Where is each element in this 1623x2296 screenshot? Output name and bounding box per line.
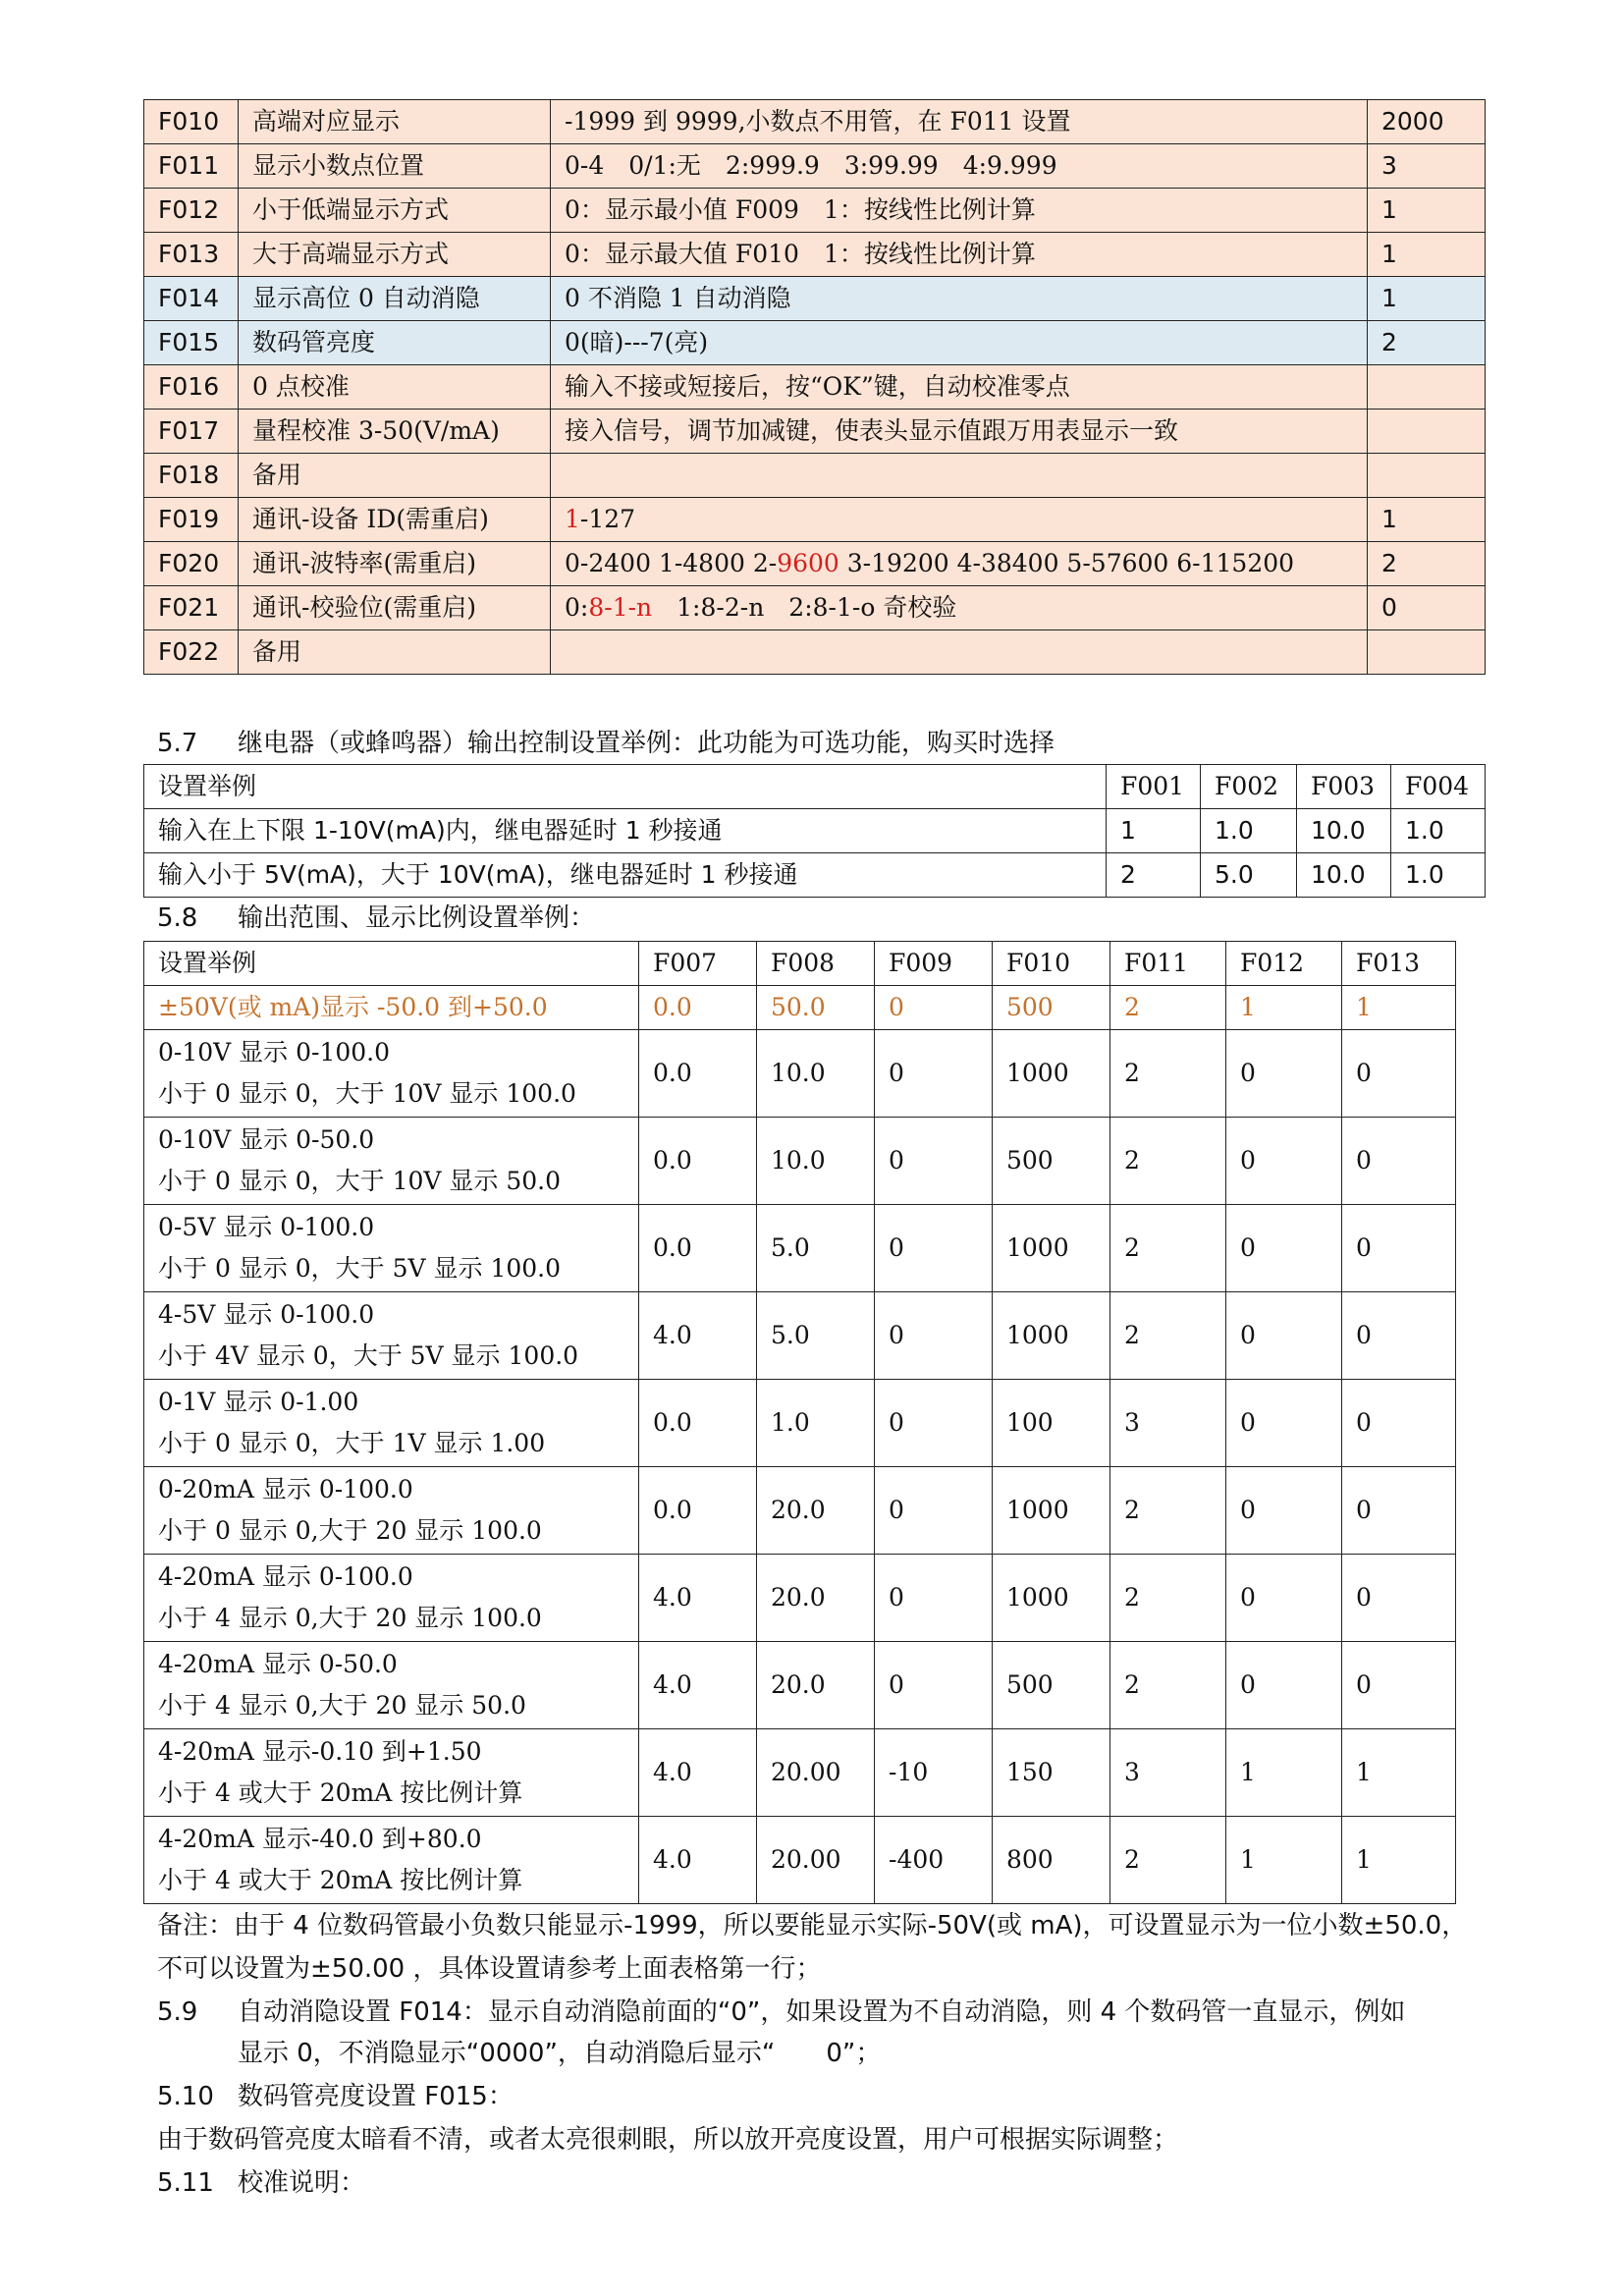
section-number: 5.11 (157, 2168, 214, 2198)
table-row (144, 277, 1486, 321)
param-value: 1000 (993, 1205, 1110, 1292)
param-value: 10.0 (1297, 809, 1391, 853)
param-code: F012 (144, 189, 239, 233)
column-header: F001 (1107, 765, 1201, 809)
example-line-2: 小于 4V 显示 0，大于 5V 显示 100.0 (158, 1341, 579, 1370)
column-header: F004 (1391, 765, 1486, 809)
param-value: 20.0 (757, 1467, 875, 1555)
remark-line-1: 备注：由于 4 位数码管最小负数只能显示-1999，所以要能显示实际-50V(或 mA)，可设置显示为一位小数±50.0， (157, 1911, 1468, 1941)
section-number: 5.7 (157, 729, 198, 758)
param-value: 10.0 (757, 1118, 875, 1205)
param-value: 3 (1368, 144, 1486, 189)
example-line-1: 4-20mA 显示-40.0 到+80.0 (158, 1825, 482, 1853)
table-row (144, 1467, 1456, 1555)
param-value: 1 (1342, 1817, 1456, 1904)
description-fragment: 0-2400 1-4800 2- (565, 549, 778, 577)
remark-line-2: 不可以设置为±50.00 ，具体设置请参考上面表格第一行； (157, 1954, 822, 1984)
description-fragment: 0: (565, 593, 589, 622)
param-name: 备用 (239, 630, 551, 675)
param-value: 50.0 (757, 986, 875, 1030)
param-value: 0 (1226, 1467, 1342, 1555)
param-value: 3 (1110, 1729, 1226, 1817)
param-name: 大于高端显示方式 (239, 233, 551, 277)
param-value: 1 (1342, 1729, 1456, 1817)
example-line-1: 4-5V 显示 0-100.0 (158, 1300, 375, 1329)
example-line-2: 小于 4 或大于 20mA 按比例计算 (158, 1866, 523, 1894)
example-description (144, 1030, 639, 1118)
table-row (144, 1292, 1456, 1380)
table-row (144, 809, 1486, 853)
description-fragment: 0 不消隐 1 自动消隐 (565, 284, 791, 312)
param-value: 0 (1342, 1030, 1456, 1118)
column-header: F010 (993, 942, 1110, 986)
table-row (144, 498, 1486, 542)
param-value: 1 (1368, 498, 1486, 542)
param-name: 通讯-波特率(需重启) (239, 542, 551, 586)
param-value: 1 (1342, 986, 1456, 1030)
example-description: 输入小于 5V(mA)，大于 10V(mA)，继电器延时 1 秒接通 (144, 853, 1107, 898)
table-row (144, 853, 1486, 898)
param-value: 0.0 (639, 986, 757, 1030)
example-line-1: 0-1V 显示 0-1.00 (158, 1388, 359, 1416)
table-row (144, 1729, 1456, 1817)
param-value: 1.0 (1391, 809, 1486, 853)
table-row (144, 1555, 1456, 1642)
param-code: F017 (144, 410, 239, 454)
param-value: 0 (1226, 1118, 1342, 1205)
description-fragment: 1:8-2-n 2:8-1-o 奇校验 (652, 593, 957, 622)
param-value: 1 (1107, 809, 1201, 853)
param-value: 1000 (993, 1555, 1110, 1642)
description-fragment: 输入不接或短接后，按“OK”键，自动校准零点 (565, 372, 1070, 401)
param-value: 4.0 (639, 1292, 757, 1380)
column-header: 设置举例 (144, 765, 1107, 809)
param-value: 2 (1110, 1467, 1226, 1555)
param-value: 0 (875, 1292, 993, 1380)
param-code: F020 (144, 542, 239, 586)
section-title: 输出范围、显示比例设置举例： (238, 903, 596, 933)
description-fragment: 1 (565, 505, 580, 533)
column-header: F007 (639, 942, 757, 986)
parameter-table (143, 99, 1486, 675)
param-value: 0 (1226, 1380, 1342, 1467)
param-value: 0 (875, 986, 993, 1030)
param-value: 1 (1226, 986, 1342, 1030)
param-name: 通讯-设备 ID(需重启) (239, 498, 551, 542)
param-value: 2 (1110, 1118, 1226, 1205)
example-line-1: 4-20mA 显示 0-50.0 (158, 1650, 398, 1678)
example-description (144, 1292, 639, 1380)
param-value: 5.0 (757, 1292, 875, 1380)
param-value: 1000 (993, 1467, 1110, 1555)
param-value: 1000 (993, 1292, 1110, 1380)
param-code: F019 (144, 498, 239, 542)
section-5-11-title: 校准说明： (238, 2168, 366, 2198)
param-value: 100 (993, 1380, 1110, 1467)
param-value: 0 (1342, 1467, 1456, 1555)
param-value: 1.0 (1201, 809, 1297, 853)
param-value: 0 (1368, 586, 1486, 630)
param-code: F013 (144, 233, 239, 277)
example-line-2: 小于 0 显示 0，大于 5V 显示 100.0 (158, 1254, 562, 1283)
param-value: 2 (1110, 1292, 1226, 1380)
param-description (551, 233, 1368, 277)
param-name: 数码管亮度 (239, 321, 551, 365)
param-value: 1 (1226, 1729, 1342, 1817)
param-value: 0 (875, 1555, 993, 1642)
table-row (144, 410, 1486, 454)
param-name: 显示高位 0 自动消隐 (239, 277, 551, 321)
param-value: 4.0 (639, 1642, 757, 1729)
param-description (551, 100, 1368, 144)
param-value: 500 (993, 1118, 1110, 1205)
table-row (144, 1118, 1456, 1205)
example-description (144, 1817, 639, 1904)
param-name: 显示小数点位置 (239, 144, 551, 189)
param-value: 0 (1342, 1118, 1456, 1205)
section-5-8-heading (157, 898, 595, 934)
param-value: 0 (1226, 1292, 1342, 1380)
example-description (144, 1118, 639, 1205)
example-line-2: 小于 0 显示 0，大于 10V 显示 50.0 (158, 1167, 562, 1195)
example-line-1: 0-20mA 显示 0-100.0 (158, 1475, 413, 1503)
param-name: 0 点校准 (239, 365, 551, 410)
section-number: 5.8 (157, 903, 198, 933)
param-value: 0.0 (639, 1030, 757, 1118)
param-value: 4.0 (639, 1729, 757, 1817)
table-row (144, 189, 1486, 233)
table-header-row (144, 942, 1456, 986)
param-value: 0 (875, 1380, 993, 1467)
section-number: 5.10 (157, 2082, 214, 2111)
param-name: 量程校准 3-50(V/mA) (239, 410, 551, 454)
param-description (551, 144, 1368, 189)
param-value: 2 (1110, 1642, 1226, 1729)
param-value: 0.0 (639, 1205, 757, 1292)
param-value: 0 (1226, 1030, 1342, 1118)
table-row (144, 630, 1486, 675)
param-value: 2 (1110, 1205, 1226, 1292)
param-description (551, 498, 1368, 542)
description-fragment: 0-4 0/1:无 2:999.9 3:99.99 4:9.999 (565, 151, 1057, 180)
section-title: 继电器（或蜂鸣器）输出控制设置举例：此功能为可选功能，购买时选择 (238, 729, 1055, 758)
param-value (1368, 454, 1486, 498)
param-code: F021 (144, 586, 239, 630)
param-value: 10.0 (757, 1030, 875, 1118)
table-row-highlighted (144, 986, 1456, 1030)
param-description (551, 586, 1368, 630)
section-number: 5.9 (157, 1997, 198, 2027)
example-description (144, 1467, 639, 1555)
example-line-2: 小于 0 显示 0，大于 10V 显示 100.0 (158, 1079, 576, 1108)
column-header: F008 (757, 942, 875, 986)
section-5-9-line-2: 显示 0，不消隐显示“0000”，自动消隐后显示“ 0”； (238, 2039, 882, 2068)
param-value: 2 (1110, 1555, 1226, 1642)
param-value (1368, 365, 1486, 410)
param-description (551, 365, 1368, 410)
column-header: 设置举例 (144, 942, 639, 986)
param-value: 20.0 (757, 1642, 875, 1729)
param-value: 1 (1368, 189, 1486, 233)
example-line-1: 0-10V 显示 0-100.0 (158, 1038, 391, 1066)
example-description (144, 1205, 639, 1292)
column-header: F012 (1226, 942, 1342, 986)
table-row (144, 454, 1486, 498)
relay-example-table (143, 764, 1486, 898)
scale-example-table (143, 941, 1456, 1904)
param-value: 0 (875, 1205, 993, 1292)
param-value: 20.00 (757, 1817, 875, 1904)
description-fragment: 0：显示最小值 F009 1：按线性比例计算 (565, 195, 1036, 224)
param-value: 2 (1368, 542, 1486, 586)
param-value: 5.0 (1201, 853, 1297, 898)
param-value: 0 (1226, 1642, 1342, 1729)
example-description (144, 1380, 639, 1467)
param-description (551, 542, 1368, 586)
table-row (144, 100, 1486, 144)
param-value: 0 (875, 1467, 993, 1555)
param-value: 1 (1368, 277, 1486, 321)
column-header: F013 (1342, 942, 1456, 986)
example-line-2: 小于 4 或大于 20mA 按比例计算 (158, 1778, 523, 1807)
param-value: 0 (1226, 1555, 1342, 1642)
example-line-2: 小于 4 显示 0,大于 20 显示 50.0 (158, 1691, 526, 1720)
table-row (144, 586, 1486, 630)
param-value: 2 (1368, 321, 1486, 365)
param-value: 0.0 (639, 1380, 757, 1467)
param-code: F014 (144, 277, 239, 321)
description-fragment: -127 (579, 505, 636, 533)
param-description (551, 454, 1368, 498)
param-value: 5.0 (757, 1205, 875, 1292)
description-fragment: 0(暗)---7(亮) (565, 328, 709, 356)
example-line-1: 4-20mA 显示 0-100.0 (158, 1562, 413, 1591)
param-description (551, 189, 1368, 233)
param-value: 500 (993, 986, 1110, 1030)
param-value: 150 (993, 1729, 1110, 1817)
param-name: 高端对应显示 (239, 100, 551, 144)
param-code: F018 (144, 454, 239, 498)
param-value: 2000 (1368, 100, 1486, 144)
table-row (144, 1380, 1456, 1467)
table-row (144, 144, 1486, 189)
example-description (144, 1555, 639, 1642)
param-value: 2 (1107, 853, 1201, 898)
example-line-1: 4-20mA 显示-0.10 到+1.50 (158, 1737, 482, 1766)
param-value: -10 (875, 1729, 993, 1817)
param-description (551, 410, 1368, 454)
table-row (144, 542, 1486, 586)
param-value (1368, 630, 1486, 675)
param-code: F022 (144, 630, 239, 675)
table-row (144, 321, 1486, 365)
param-value: 2 (1110, 986, 1226, 1030)
param-value: -400 (875, 1817, 993, 1904)
example-line-1: 0-5V 显示 0-100.0 (158, 1213, 375, 1241)
param-value: 0 (1342, 1555, 1456, 1642)
param-value: 20.00 (757, 1729, 875, 1817)
param-code: F015 (144, 321, 239, 365)
param-code: F016 (144, 365, 239, 410)
param-value: 4.0 (639, 1555, 757, 1642)
param-value: 0 (875, 1118, 993, 1205)
section-5-10 (157, 2080, 514, 2113)
param-code: F010 (144, 100, 239, 144)
param-value: 0.0 (639, 1118, 757, 1205)
example-line-2: 小于 0 显示 0，大于 1V 显示 1.00 (158, 1429, 546, 1457)
param-value: 800 (993, 1817, 1110, 1904)
section-5-9 (157, 1995, 1405, 2029)
example-description (144, 1729, 639, 1817)
param-value: 10.0 (1297, 853, 1391, 898)
param-value: 1 (1226, 1817, 1342, 1904)
description-fragment: 0：显示最大值 F010 1：按线性比例计算 (565, 240, 1036, 268)
param-value: 0 (1342, 1205, 1456, 1292)
example-description: ±50V(或 mA)显示 -50.0 到+50.0 (144, 986, 639, 1030)
param-description (551, 630, 1368, 675)
example-line-2: 小于 4 显示 0,大于 20 显示 100.0 (158, 1604, 542, 1632)
param-value: 0 (875, 1030, 993, 1118)
table-row (144, 1030, 1456, 1118)
description-fragment: -1999 到 9999,小数点不用管，在 F011 设置 (565, 107, 1071, 136)
example-description: 输入在上下限 1-10V(mA)内，继电器延时 1 秒接通 (144, 809, 1107, 853)
table-row (144, 1642, 1456, 1729)
description-fragment: 9600 (777, 549, 839, 577)
param-name: 备用 (239, 454, 551, 498)
param-value: 0 (1226, 1205, 1342, 1292)
param-name: 通讯-校验位(需重启) (239, 586, 551, 630)
table-header-row (144, 765, 1486, 809)
param-value: 1000 (993, 1030, 1110, 1118)
param-value (1368, 410, 1486, 454)
param-value: 0 (875, 1642, 993, 1729)
description-fragment: 接入信号，调节加减键，使表头显示值跟万用表显示一致 (565, 416, 1179, 445)
column-header: F009 (875, 942, 993, 986)
column-header: F003 (1297, 765, 1391, 809)
param-description (551, 321, 1368, 365)
section-5-10-body: 由于数码管亮度太暗看不清，或者太亮很刺眼，所以放开亮度设置，用户可根据实际调整； (157, 2125, 1179, 2155)
section-5-7-heading (157, 723, 1055, 759)
table-row (144, 365, 1486, 410)
param-value: 0.0 (639, 1467, 757, 1555)
param-value: 0 (1342, 1642, 1456, 1729)
example-description (144, 1642, 639, 1729)
param-value: 1.0 (757, 1380, 875, 1467)
param-value: 1.0 (1391, 853, 1486, 898)
description-fragment: 8-1-n (588, 593, 653, 622)
description-fragment: 3-19200 4-38400 5-57600 6-115200 (839, 549, 1295, 577)
column-header: F011 (1110, 942, 1226, 986)
param-value: 0 (1342, 1292, 1456, 1380)
section-5-11 (157, 2166, 365, 2200)
param-value: 500 (993, 1642, 1110, 1729)
param-value: 3 (1110, 1380, 1226, 1467)
param-value: 20.0 (757, 1555, 875, 1642)
param-value: 0 (1342, 1380, 1456, 1467)
example-line-2: 小于 0 显示 0,大于 20 显示 100.0 (158, 1516, 542, 1545)
table-row (144, 233, 1486, 277)
param-description (551, 277, 1368, 321)
section-5-9-text: 自动消隐设置 F014：显示自动消隐前面的“0”，如果设置为不自动消隐，则 4 个数码管一直显示，例如 (238, 1997, 1406, 2027)
param-value: 2 (1110, 1030, 1226, 1118)
param-name: 小于低端显示方式 (239, 189, 551, 233)
table-row (144, 1817, 1456, 1904)
column-header: F002 (1201, 765, 1297, 809)
table-row (144, 1205, 1456, 1292)
example-line-1: 0-10V 显示 0-50.0 (158, 1125, 375, 1154)
param-code: F011 (144, 144, 239, 189)
param-value: 4.0 (639, 1817, 757, 1904)
param-value: 1 (1368, 233, 1486, 277)
section-5-10-title: 数码管亮度设置 F015： (238, 2082, 514, 2111)
param-value: 2 (1110, 1817, 1226, 1904)
